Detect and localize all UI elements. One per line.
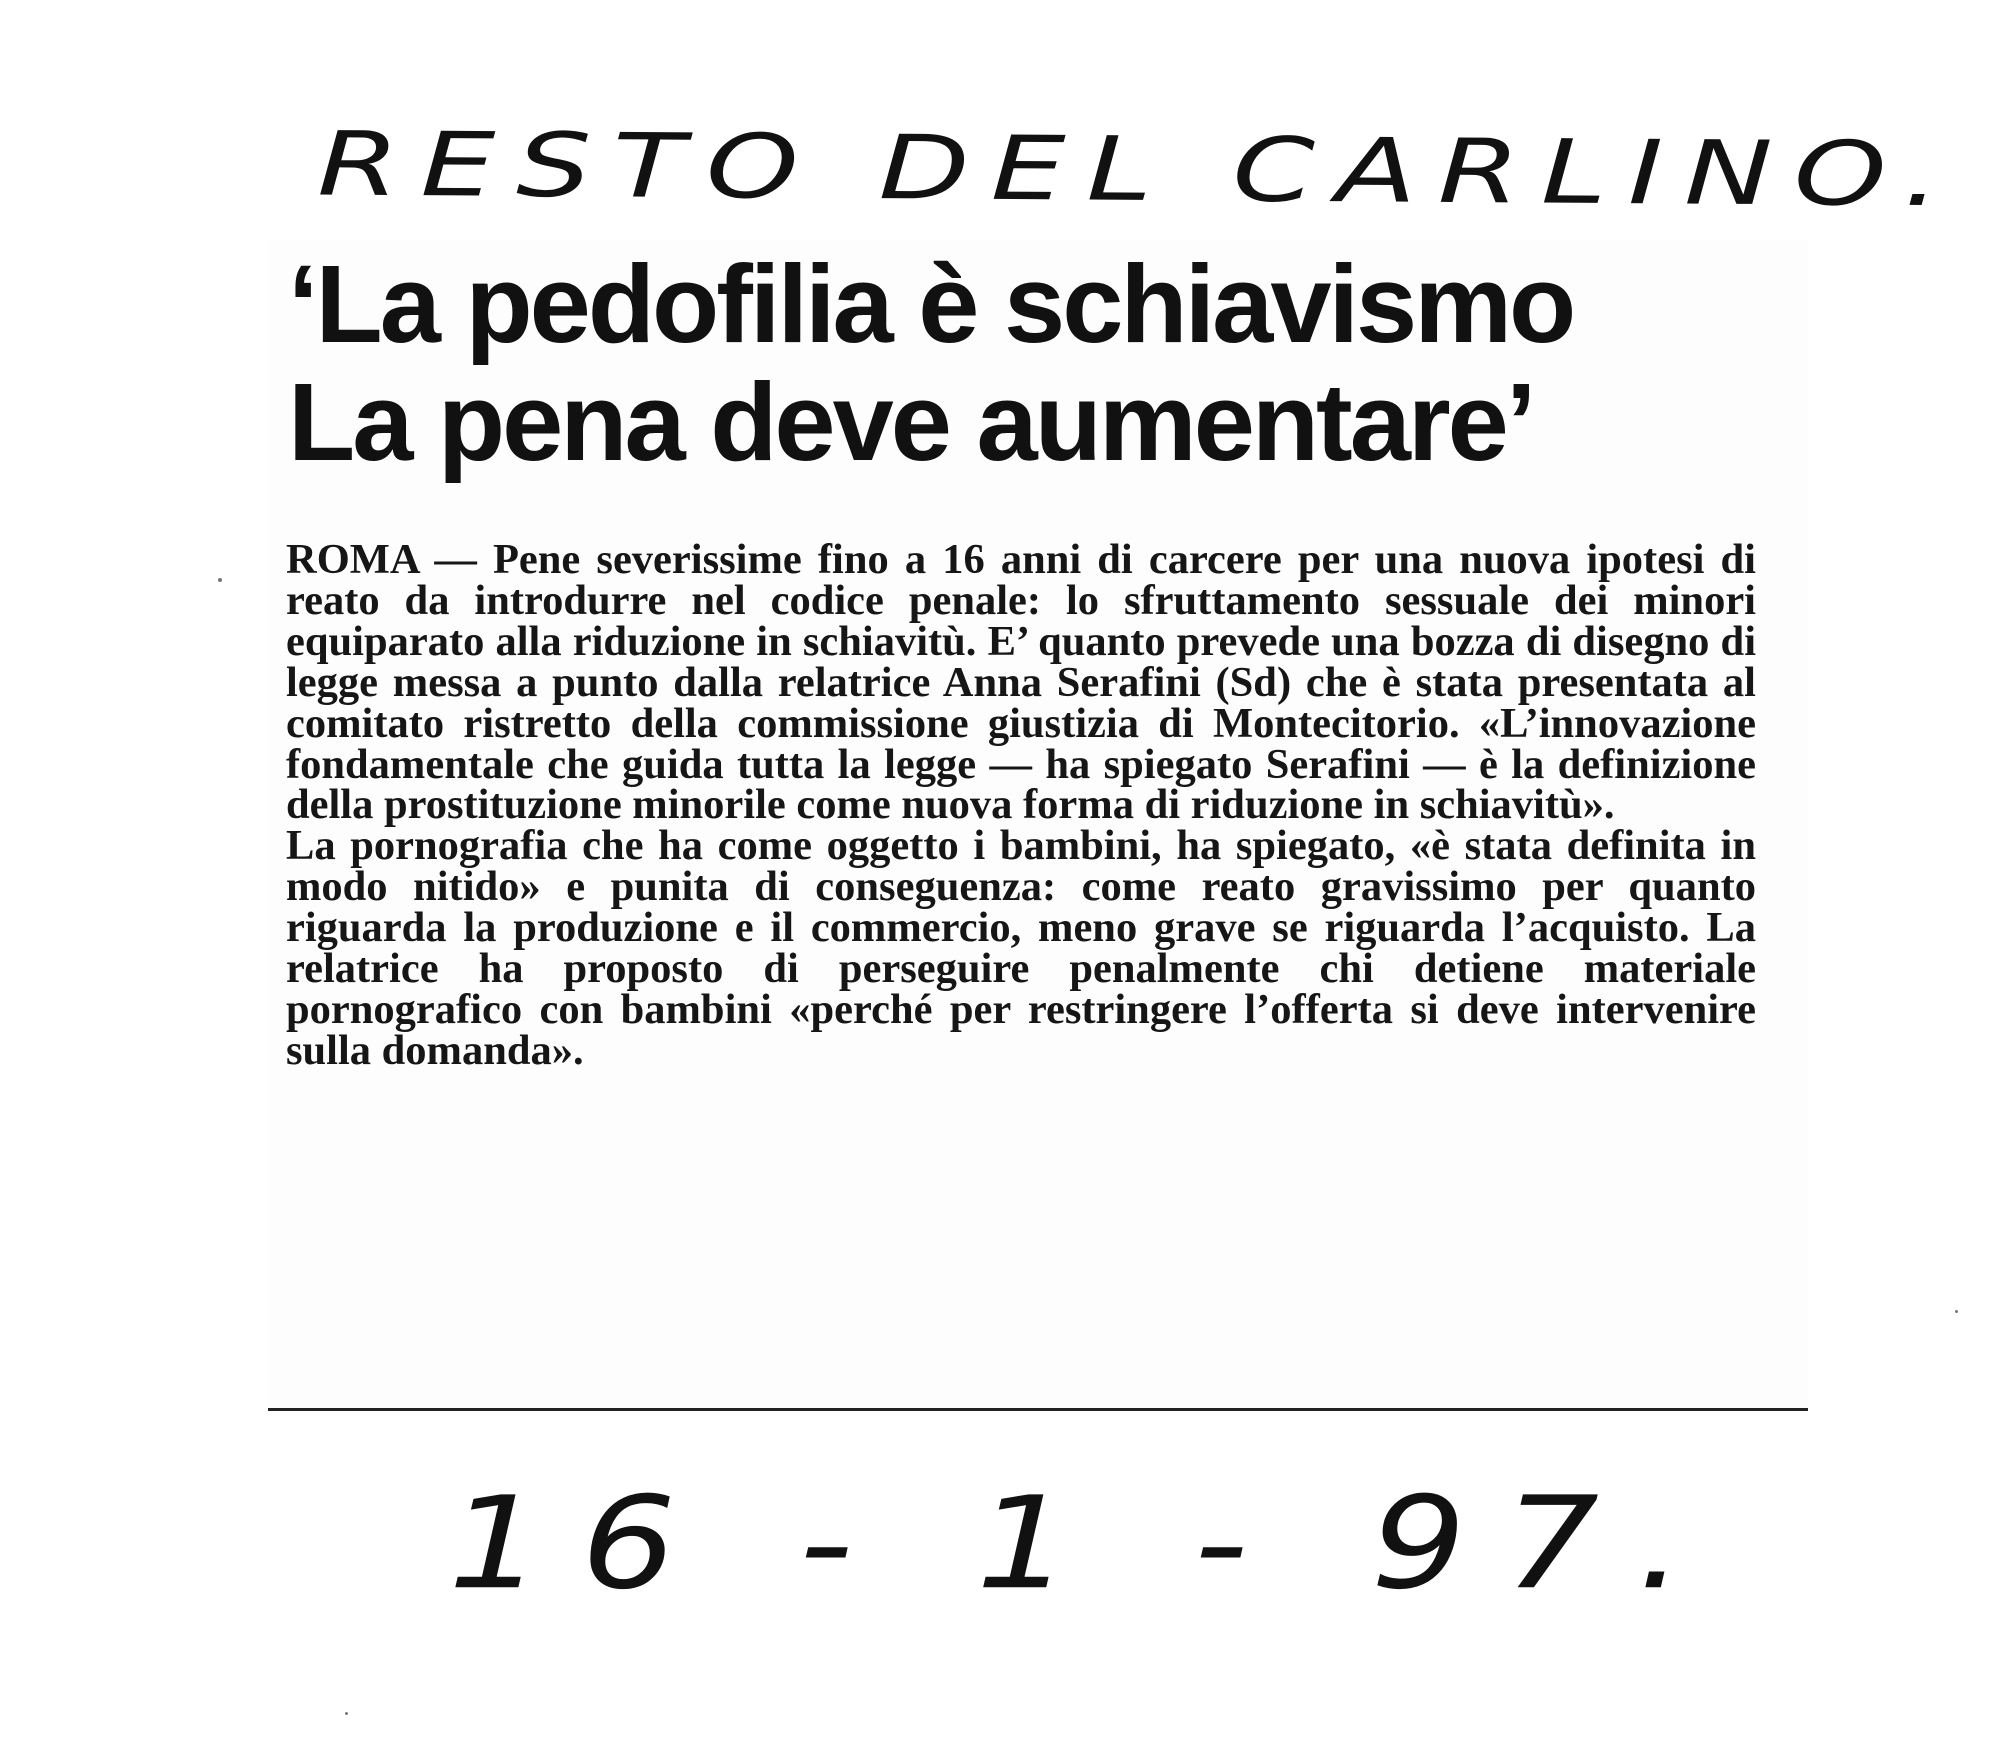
article-headline: [288, 243, 1788, 484]
headline-line-1: ‘La pedofilia è schiavismo: [288, 243, 1574, 366]
handwritten-source-note: RESTO DEL CARLINO.: [316, 112, 1963, 227]
article-body: [286, 536, 1756, 1074]
clipping-bottom-rule: [268, 1408, 1808, 1411]
scan-speck: [1955, 1310, 1958, 1313]
article-paragraph-1: ROMA — Pene severissime fino a 16 anni di carcere per una nuova ipotesi di reato da introdurre nel codice penale: lo sfruttamento sessuale dei minori equiparato alla riduzione in schiavitù. E’ quanto prevede una bozza di disegno di legge messa a punto dalla relatrice Anna Serafini (Sd) che è stata presentata al comitato ristretto della commissione giustizia di Montecitorio. «L’innovazione fondamentale che guida tutta la legge — ha spiegato Serafini — è la definizione della prostituzione minorile come nuova forma di riduzione in schiavitù».: [286, 536, 1756, 829]
handwritten-date: 16 - 1 - 97.: [448, 1470, 1722, 1618]
scan-speck: [345, 1712, 348, 1715]
headline-line-2: La pena deve aumentare’: [288, 361, 1534, 484]
scan-speck: [218, 578, 222, 582]
article-paragraph-2: La pornografia che ha come oggetto i bambini, ha spiegato, «è stata definita in modo nitido» e punita di conseguenza: come reato gravissimo per quanto riguarda la produzione e il commercio, meno grave se riguarda l’acquisto. La relatrice ha proposto di perseguire penalmente chi detiene materiale pornografico con bambini «perché per restringere l’offerta si deve intervenire sulla domanda».: [286, 822, 1756, 1074]
